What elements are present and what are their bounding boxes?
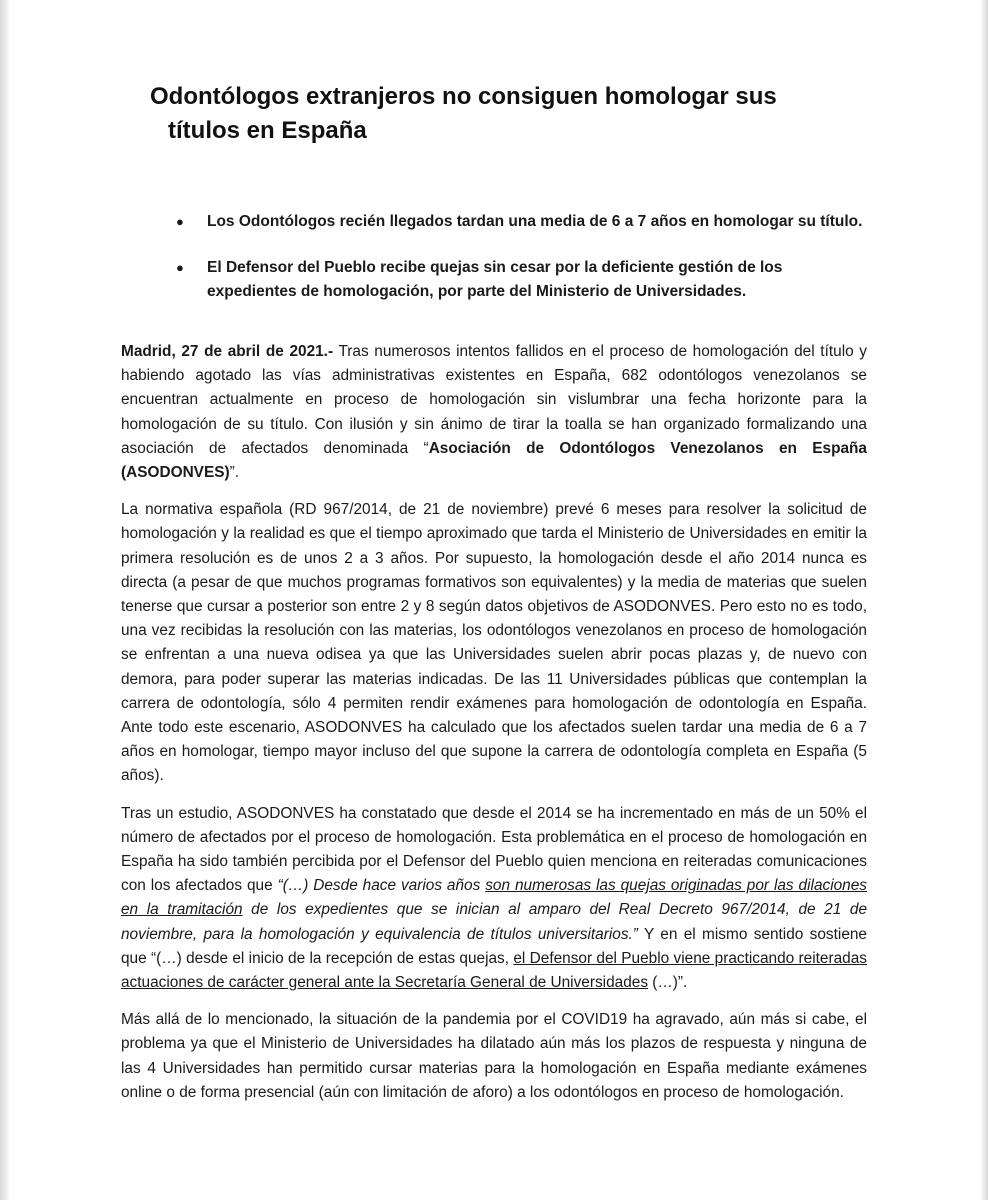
underlined-statement: el Defensor del Pueblo viene practicando reiteradas actuaciones de carácter general ante la Secretaría General de Universidades xyxy=(121,949,867,992)
paragraph-3-text-c: (…)”. xyxy=(648,974,688,992)
dateline: Madrid, 27 de abril de 2021.- xyxy=(121,343,334,360)
bullet-icon: ● xyxy=(176,214,184,229)
paragraph-1-end: ”. xyxy=(229,464,240,482)
page-right-shadow xyxy=(980,0,988,1200)
association-name: Asociación de Odontólogos Venezolanos en España (ASODONVES) xyxy=(121,439,867,482)
quote-start: “(…) Desde hace varios años xyxy=(277,877,486,895)
highlight-item xyxy=(176,210,870,234)
bullet-icon: ● xyxy=(176,260,184,275)
paragraph-4: Más allá de lo mencionado, la situación de la pandemia por el COVID19 ha agravado, aún más si cabe, el problema ya que el Ministerio de Universidades ha dilatado aún más los plazos de respuesta y ninguna de las 4 Universidades han permitido cursar materias para la homologación en España mediante exámenes online o de forma presencial (aún con limitación de aforo) a los odontólogos en proceso de homologación. xyxy=(121,1011,867,1101)
title-line-1: Odontólogos extranjeros no consiguen homologar sus xyxy=(150,83,777,110)
quote-end: de los expedientes que se inician al amparo del Real Decreto 967/2014, de 21 de noviembre, para la homologación y equivalencia de títulos universitarios.” xyxy=(121,901,868,943)
highlight-text: Los Odontólogos recién llegados tardan una media de 6 a 7 años en homologar su título. xyxy=(207,213,863,230)
paragraph-2: La normativa española (RD 967/2014, de 21 de noviembre) prevé 6 meses para resolver la solicitud de homologación y la realidad es que el tiempo aproximado que tarda el Ministerio de Universidades en emitir la primera resolución es de unos 2 a 3 años. Por supuesto, la homologación desde el año 2014 nunca es directa (a pesar de que muchos programas formativos son equivalentes) y la media de materias que suelen tenerse que cursar a posterior son entre 2 y 8 según datos objetivos de ASODONVES. Pero esto no es todo, una vez recibidas la resolución con las materias, los odontólogos venezolanos en proceso de homologación se enfrentan a una nueva odisea ya que las Universidades suelen abrir pocas plazas y, de nuevo con demora, para poder superar las materias indicadas. De las 11 Universidades públicas que contemplan la carrera de odontología, sólo 4 permiten rendir exámenes para homologación de odontología en España. Ante todo este escenario, ASODONVES ha calculado que los afectados suelen tardar una media de 6 a 7 años en homologar, tiempo mayor incluso del que supone la carrera de odontología completa en España (5 años). xyxy=(121,501,867,785)
quote-underlined: son numerosas las quejas originadas por las dilaciones en la tramitación xyxy=(121,877,867,919)
paragraph-3-text-a: Tras un estudio, ASODONVES ha constatado que desde el 2014 se ha incrementado en más de un 50% el número de afectados por el proceso de homologación. Esta problemática en el proceso de homologación en España ha sido también percibida por el Defensor del Pueblo quien menciona en reiteradas comunicaciones con los afectados que xyxy=(121,804,867,895)
page-left-shadow xyxy=(0,0,10,1200)
document-body xyxy=(121,340,867,1118)
highlights-list xyxy=(176,210,870,326)
paragraph-3 xyxy=(121,802,867,996)
document-title xyxy=(150,80,850,148)
highlight-text: El Defensor del Pueblo recibe quejas sin cesar por la deficiente gestión de los expedientes de homologación, por parte del Ministerio de Universidades. xyxy=(207,259,783,300)
title-line-2: títulos en España xyxy=(168,117,367,144)
paragraph-1-text: Tras numerosos intentos fallidos en el proceso de homologación del título y habiendo agotado las vías administrativas existentes en España, 682 odontólogos venezolanos se encuentran actualmente en proceso de homologación sin vislumbrar una fecha horizonte para la homologación de su título. Con ilusión y sin ánimo de tirar la toalla se han organizado formalizando una asociación de afectados denominada “ xyxy=(121,343,867,457)
paragraph-1 xyxy=(121,340,867,485)
highlight-item xyxy=(176,256,870,304)
paragraph-3-text-b: Y en el mismo sentido sostiene que “(…) desde el inicio de la recepción de estas quejas, xyxy=(121,925,867,967)
